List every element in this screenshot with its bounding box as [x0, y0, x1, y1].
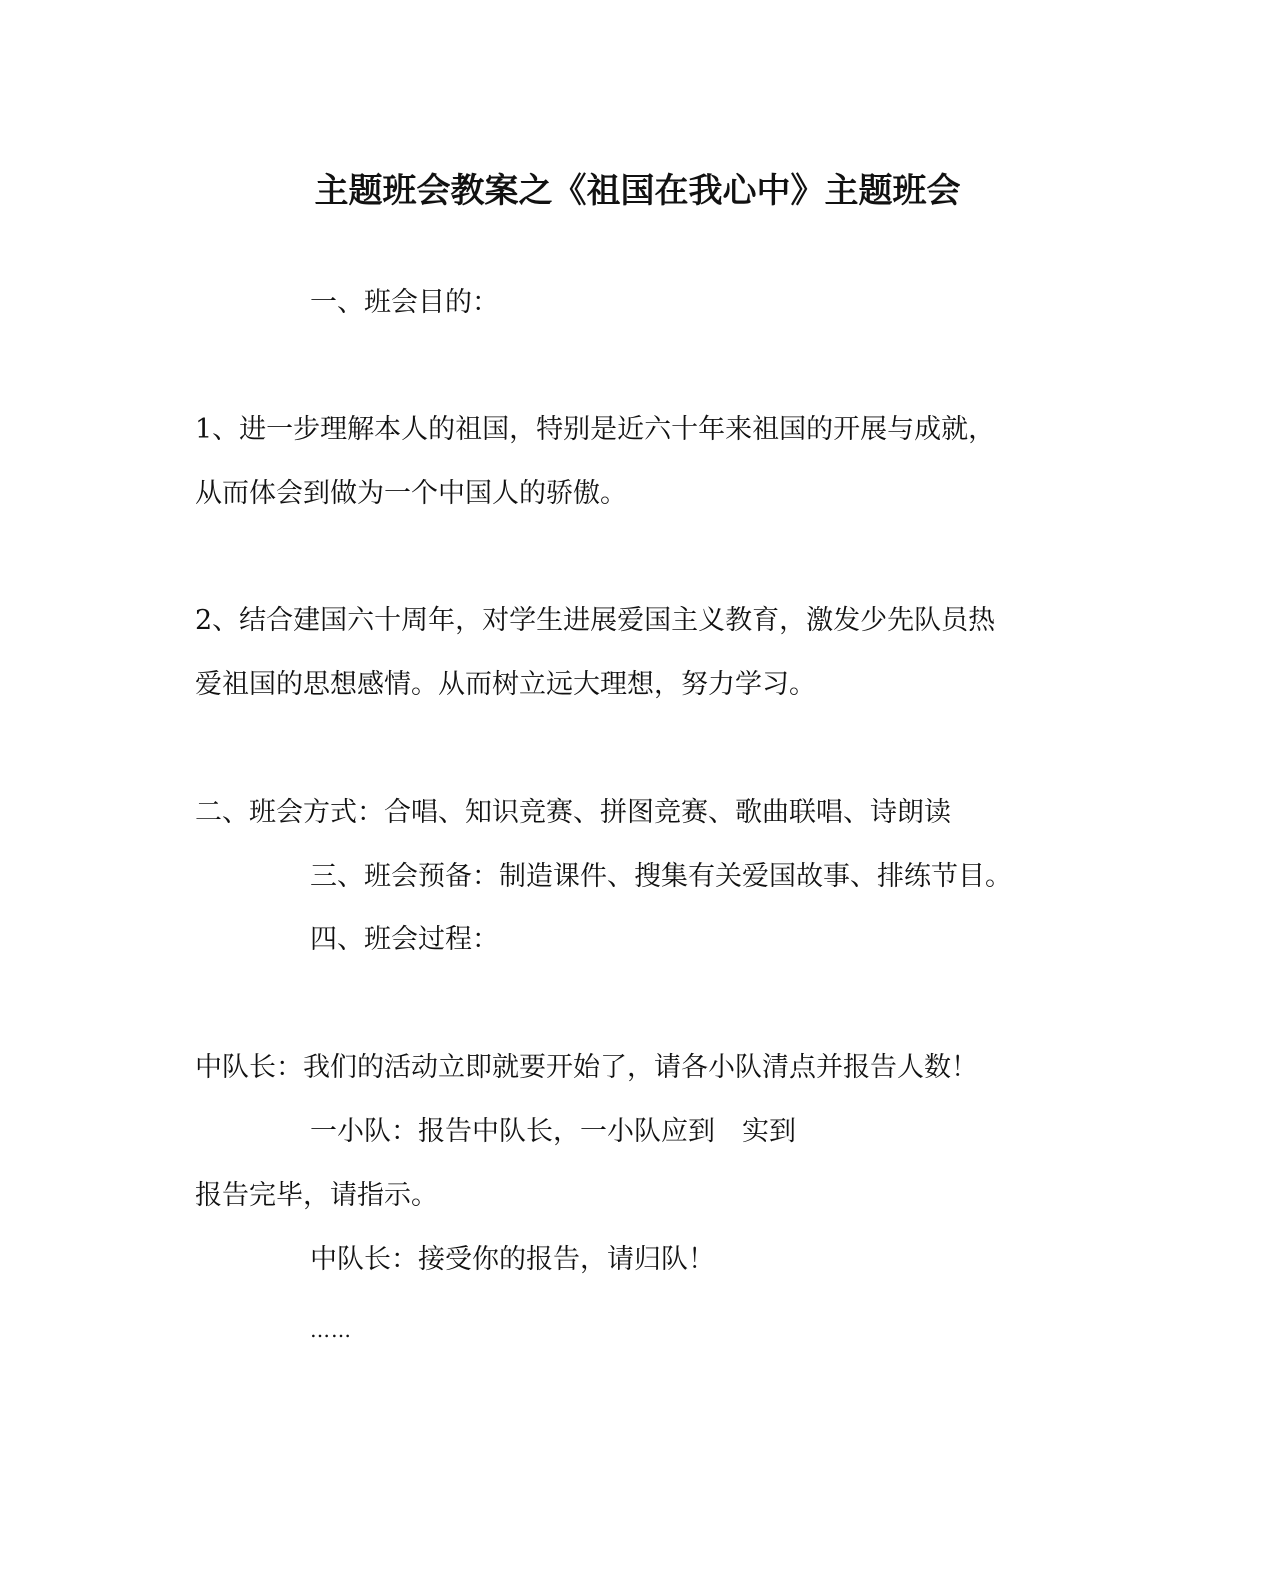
- ellipsis: ……: [310, 1318, 352, 1342]
- dialogue-line: 中队长：接受你的报告，请归队！: [310, 1244, 715, 1275]
- section-heading-process: 四、班会过程：: [310, 924, 499, 955]
- section-heading-format: 二、班会方式：合唱、知识竞赛、拼图竞赛、歌曲联唱、诗朗读: [195, 797, 951, 828]
- document-title: 主题班会教案之《祖国在我心中》主题班会: [314, 171, 961, 211]
- paragraph-line: 爱祖国的思想感情。从而树立远大理想，努力学习。: [195, 669, 816, 700]
- paragraph-line: 1、进一步理解本人的祖国，特别是近六十年来祖国的开展与成就，: [195, 414, 996, 445]
- dialogue-line: 中队长：我们的活动立即就要开始了，请各小队清点并报告人数！: [195, 1052, 978, 1083]
- section-heading-preparation: 三、班会预备：制造课件、搜集有关爱国故事、排练节目。: [310, 861, 1012, 892]
- dialogue-line: 报告完毕，请指示。: [195, 1180, 438, 1211]
- paragraph-line: 2、结合建国六十周年，对学生进展爱国主义教育，激发少先队员热: [195, 605, 996, 636]
- paragraph-line: 从而体会到做为一个中国人的骄傲。: [195, 478, 627, 509]
- dialogue-line: 一小队：报告中队长，一小队应到 实到: [310, 1116, 796, 1147]
- section-heading-purpose: 一、班会目的：: [310, 287, 499, 318]
